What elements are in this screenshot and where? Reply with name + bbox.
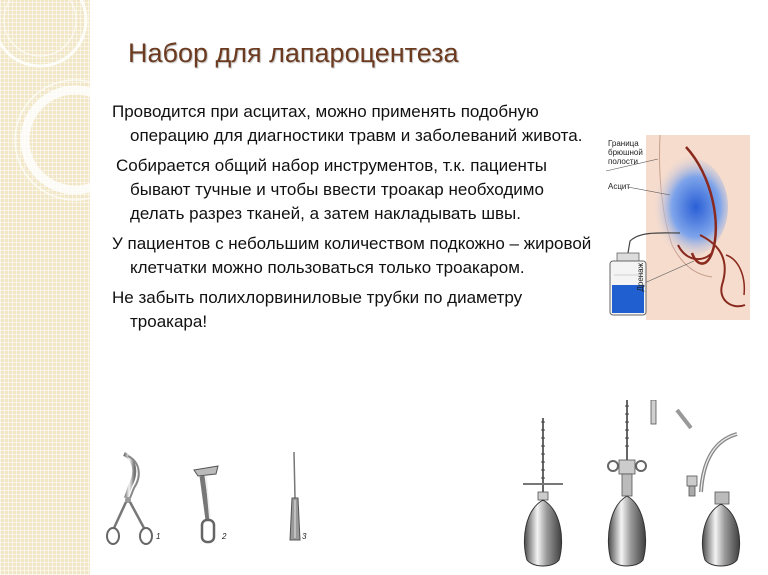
- trocar-set: [505, 400, 765, 570]
- instrument-number-2: 2: [222, 532, 227, 541]
- laparocentesis-diagram: [600, 135, 750, 320]
- paragraph-trocar-only: У пациентов с небольшим количеством подкожно – жировой клетчатки можно пользоваться только троакаром.: [112, 234, 592, 277]
- decorative-rings-icon: [0, 0, 90, 575]
- probe-instrument: [280, 450, 320, 550]
- slide-body: [112, 100, 602, 340]
- retractor-icon: [188, 460, 238, 550]
- label-abdominal-boundary: Граница брюшной полости: [608, 139, 643, 166]
- paragraph-tubes-reminder: Не забыть полихлорвиниловые трубки по диаметру троакара!: [112, 288, 523, 331]
- slide-title: Набор для лапароцентеза: [128, 38, 459, 68]
- paragraph-instrument-set: Собирается общий набор инструментов, т.к. пациенты бывают тучные и чтобы ввести троакар необходимо делать разрез тканей, а затем накладывать швы.: [116, 156, 547, 223]
- label-ascites: Асцит: [608, 182, 631, 191]
- instrument-number-3: 3: [302, 532, 307, 541]
- decorative-side-strip: [0, 0, 90, 575]
- retractor-instrument: [188, 460, 238, 550]
- instrument-number-1: 1: [156, 532, 161, 541]
- paragraph-ascites: Проводится при асцитах, можно применять подобную операцию для диагностики травм и заболеваний живота.: [112, 102, 583, 145]
- label-drainage: Дренаж: [636, 263, 645, 292]
- probe-icon: [280, 450, 320, 550]
- clamp-instrument: [104, 450, 164, 550]
- forceps-icon: [104, 450, 164, 550]
- trocar-icons: [505, 400, 765, 570]
